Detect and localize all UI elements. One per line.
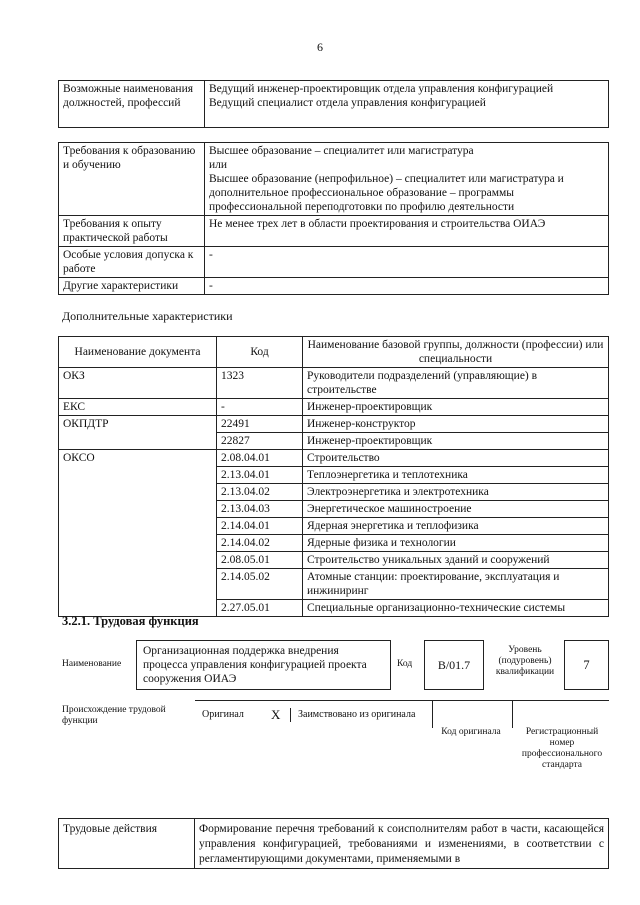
education-line: Высшее образование (непрофильное) – специалитет или магистратура и дополнительное профессиональное образование – программы профессиональной переподготовки по профилю деятельности [209, 173, 564, 213]
doc-eks: ЕКС [59, 399, 217, 416]
code-box [424, 640, 484, 690]
actions-label: Трудовые действия [59, 819, 195, 869]
name-cell: Строительство [303, 450, 609, 467]
additional-table [58, 336, 609, 617]
code-cell: 2.08.04.01 [217, 450, 303, 467]
name-cell: Ядерные физика и технологии [303, 535, 609, 552]
other-label: Другие характеристики [59, 278, 205, 295]
header-name: Наименование базовой группы, должности (профессии) или специальности [303, 337, 609, 368]
code-cell: 2.13.04.02 [217, 484, 303, 501]
level-label: Уровень (подуровень) квалификации [495, 645, 555, 677]
name-label: Наименование [62, 659, 122, 669]
requirements-table [58, 142, 609, 295]
code-cell: 2.13.04.01 [217, 467, 303, 484]
education-line: Высшее образование – специалитет или магистратура [209, 145, 474, 157]
level-value: 7 [583, 658, 590, 672]
actions-table [58, 818, 609, 869]
orig-code-label: Код оригинала [441, 727, 501, 737]
separator [512, 700, 513, 728]
name-cell: Инженер-проектировщик [303, 433, 609, 450]
name-cell: Ядерная энергетика и теплофизика [303, 518, 609, 535]
other-value: - [205, 278, 609, 295]
name-cell: Атомные станции: проектирование, эксплуатация и инжиниринг [303, 569, 609, 600]
name-cell: Инженер-проектировщик [303, 399, 609, 416]
actions-text: Формирование перечня требований к соисполнителям работ в части, касающейся управления конфигурацией, требованиями и изменениями, в соответствии с регламентирующими документами, применяемыми в [195, 819, 609, 869]
borrowed-label: Заимствовано из оригинала [298, 709, 416, 720]
code-cell: 2.14.04.02 [217, 535, 303, 552]
origin-label: Происхождение трудовой функции [62, 705, 166, 726]
name-cell: Теплоэнергетика и теплотехника [303, 467, 609, 484]
code-label: Код [397, 659, 413, 669]
original-mark: X [271, 707, 281, 722]
education-label: Требования к образованию и обучению [59, 143, 205, 216]
admission-label: Особые условия допуска к работе [59, 247, 205, 278]
name-cell: Специальные организационно-технические системы [303, 600, 609, 617]
doc-okpdtr: ОКПДТР [59, 416, 217, 450]
page-number: 6 [317, 40, 323, 54]
position-line: Ведущий инженер-проектировщик отдела управления конфигурацией [209, 83, 554, 95]
header-document: Наименование документа [59, 337, 217, 368]
name-cell: Руководители подразделений (управляющие) в строительстве [303, 368, 609, 399]
code-value: B/01.7 [437, 658, 471, 672]
code-cell: - [217, 399, 303, 416]
original-label: Оригинал [202, 709, 244, 720]
header-code: Код [217, 337, 303, 368]
experience-label: Требования к опыту практической работы [59, 216, 205, 247]
code-cell: 22491 [217, 416, 303, 433]
code-cell: 2.13.04.03 [217, 501, 303, 518]
experience-value: Не менее трех лет в области проектирования и строительства ОИАЭ [205, 216, 609, 247]
separator [290, 708, 291, 722]
name-cell: Строительство уникальных зданий и сооружений [303, 552, 609, 569]
function-heading: 3.2.1. Трудовая функция [62, 614, 199, 628]
education-line: или [209, 159, 228, 171]
additional-title: Дополнительные характеристики [62, 309, 233, 323]
reg-number-label: Регистрационный номер профессионального стандарта [521, 727, 603, 770]
code-cell: 2.08.05.01 [217, 552, 303, 569]
function-name-value: Организационная поддержка внедрения процесса управления конфигурацией проекта сооружения ОИАЭ [143, 645, 367, 685]
level-box [564, 640, 609, 690]
doc-okz: ОКЗ [59, 368, 217, 399]
doc-okso: ОКСО [59, 450, 217, 617]
positions-table [58, 80, 609, 128]
name-cell: Энергетическое машиностроение [303, 501, 609, 518]
separator [432, 700, 433, 728]
code-cell: 22827 [217, 433, 303, 450]
code-cell: 1323 [217, 368, 303, 399]
code-cell: 2.14.05.02 [217, 569, 303, 600]
function-name-box [136, 640, 391, 690]
positions-label: Возможные наименования должностей, профессий [59, 81, 205, 128]
code-cell: 2.14.04.01 [217, 518, 303, 535]
code-cell: 2.27.05.01 [217, 600, 303, 617]
name-cell: Электроэнергетика и электротехника [303, 484, 609, 501]
position-line: Ведущий специалист отдела управления конфигурацией [209, 97, 486, 109]
name-cell: Инженер-конструктор [303, 416, 609, 433]
admission-value: - [205, 247, 609, 278]
